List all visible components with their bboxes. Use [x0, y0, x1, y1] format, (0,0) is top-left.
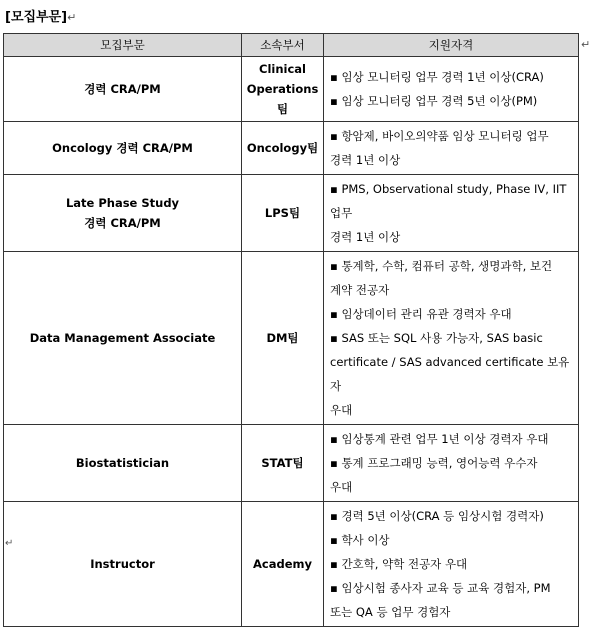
qualification-cell — [324, 502, 579, 627]
department-cell — [242, 57, 324, 122]
division-cell — [4, 122, 242, 175]
page-title: [모집부문]↵ — [5, 10, 77, 25]
department-line: Clinical — [259, 62, 306, 76]
division-cell — [4, 175, 242, 252]
table-body — [4, 57, 579, 627]
division-cell — [4, 425, 242, 502]
row-end-mark-icon: ↵ — [581, 38, 591, 51]
table-row — [4, 502, 579, 627]
qualification-line: ▪ PMS, Observational study, Phase IV, IIT 업무 — [330, 182, 567, 220]
department-line: STAT팀 — [261, 456, 304, 470]
header-qualification: 지원자격 — [324, 34, 579, 57]
table-row — [4, 252, 579, 425]
department-cell — [242, 122, 324, 175]
division-line: 경력 CRA/PM — [84, 82, 161, 96]
qualification-line: certificate / SAS advanced certificate 보유자 — [330, 355, 570, 393]
division-line: Biostatistician — [75, 456, 170, 470]
header-department: 소속부서 — [242, 34, 324, 57]
qualification-line: ▪ 임상 모니터링 업무 경력 1년 이상(CRA) — [330, 70, 544, 84]
qualification-line: ▪ 임상통계 관련 업무 1년 이상 경력자 우대 — [330, 432, 549, 446]
department-cell — [242, 425, 324, 502]
qualification-cell — [324, 252, 579, 425]
qualification-line: 경력 1년 이상 — [330, 230, 401, 244]
department-line: LPS팀 — [264, 206, 301, 220]
qualification-line: ▪ 학사 이상 — [330, 533, 390, 547]
table-row — [4, 57, 579, 122]
qualification-line: ▪ 임상데이터 관리 유관 경력자 우대 — [330, 307, 512, 321]
department-cell — [242, 252, 324, 425]
qualification-cell — [324, 57, 579, 122]
qualification-line: ▪ SAS 또는 SQL 사용 가능자, SAS basic — [330, 331, 543, 345]
qualification-line: 경력 1년 이상 — [330, 153, 401, 167]
table-row — [4, 425, 579, 502]
division-cell — [4, 252, 242, 425]
recruitment-table — [3, 33, 579, 627]
qualification-line: ▪ 통계 프로그래밍 능력, 영어능력 우수자 — [330, 456, 538, 470]
qualification-line: 또는 QA 등 업무 경험자 — [330, 605, 451, 619]
qualification-cell — [324, 175, 579, 252]
department-line: Academy — [253, 557, 312, 571]
qualification-line: ▪ 간호학, 약학 전공자 우대 — [330, 557, 468, 571]
qualification-cell — [324, 122, 579, 175]
department-line: Oncology팀 — [246, 141, 319, 155]
qualification-line: 계약 전공자 — [330, 283, 390, 297]
qualification-line: ▪ 항암제, 바이오의약품 임상 모니터링 업무 — [330, 129, 549, 143]
department-line: Operations팀 — [246, 82, 319, 116]
qualification-line: ▪ 임상 모니터링 업무 경력 5년 이상(PM) — [330, 94, 538, 108]
division-cell — [4, 502, 242, 627]
division-cell — [4, 57, 242, 122]
department-line: DM팀 — [266, 331, 299, 345]
header-row — [4, 34, 579, 57]
header-division: 모집부문 — [4, 34, 242, 57]
qualification-line: 우대 — [330, 403, 353, 417]
table-row — [4, 122, 579, 175]
division-line: Data Management Associate — [29, 331, 216, 345]
qualification-cell — [324, 425, 579, 502]
paragraph-mark-icon: ↵ — [5, 538, 14, 549]
table-row — [4, 175, 579, 252]
department-cell — [242, 175, 324, 252]
department-cell — [242, 502, 324, 627]
paragraph-mark-icon: ↵ — [67, 11, 77, 24]
qualification-line: ▪ 경력 5년 이상(CRA 등 임상시험 경력자) — [330, 509, 544, 523]
qualification-line: ▪ 임상시험 종사자 교육 등 교육 경험자, PM — [330, 581, 551, 595]
division-line: 경력 CRA/PM — [84, 216, 161, 230]
division-line: Instructor — [90, 557, 155, 571]
qualification-line: 우대 — [330, 480, 353, 494]
division-line: Oncology 경력 CRA/PM — [52, 141, 193, 155]
qualification-line: ▪ 통계학, 수학, 컴퓨터 공학, 생명과학, 보건 — [330, 259, 553, 273]
division-line: Late Phase Study — [65, 196, 180, 210]
